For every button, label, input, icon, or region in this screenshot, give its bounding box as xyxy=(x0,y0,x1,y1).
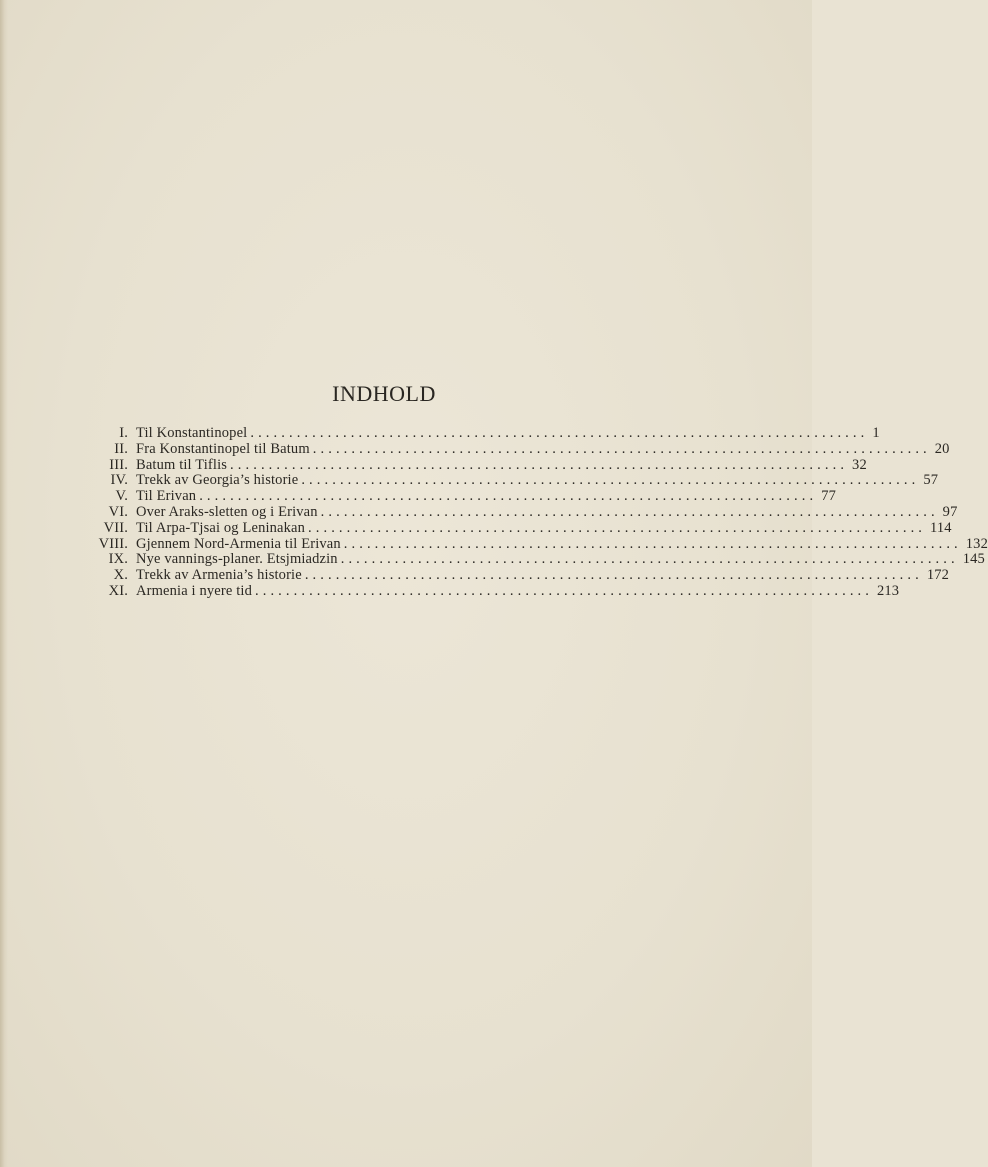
chapter-number: I. xyxy=(119,425,128,441)
dot-leader: ................................................................................ xyxy=(301,472,920,489)
toc-entry xyxy=(80,440,950,458)
page-number: 132 xyxy=(965,535,988,552)
dot-leader: ................................................................................ xyxy=(340,551,959,568)
chapter-title: Trekk av Armenia’s historie xyxy=(136,567,302,584)
page-number: 97 xyxy=(942,503,958,520)
chapter-title: Gjennem Nord-Armenia til Erivan xyxy=(136,535,341,552)
chapter-number: VII. xyxy=(103,519,128,536)
binding-edge xyxy=(0,0,8,1167)
chapter-number: VI. xyxy=(108,503,128,520)
chapter-title: Armenia i nyere tid xyxy=(136,582,252,599)
dot-leader: ................................................................................ xyxy=(250,425,869,441)
chapter-title: Til Arpa-Tjsai og Leninakan xyxy=(136,519,306,536)
toc-entry xyxy=(80,472,939,489)
toc-entry xyxy=(80,519,952,537)
toc-entry xyxy=(80,535,988,553)
chapter-number: V. xyxy=(115,488,128,505)
dot-leader: ................................................................................ xyxy=(312,440,931,457)
chapter-number: IV. xyxy=(110,472,128,489)
dot-leader: ................................................................................ xyxy=(304,567,923,584)
chapter-number: II. xyxy=(114,440,128,457)
chapter-title: Fra Konstantinopel til Batum xyxy=(136,440,310,457)
toc-entry xyxy=(80,551,985,568)
page-number: 213 xyxy=(877,582,900,599)
page-number: 32 xyxy=(852,456,867,473)
toc-entry xyxy=(80,456,867,474)
chapter-title: Til Konstantinopel xyxy=(136,425,248,441)
toc-entry xyxy=(80,582,900,600)
page-number: 1 xyxy=(872,425,880,441)
chapter-number: XI. xyxy=(108,582,128,599)
page-number: 77 xyxy=(821,488,836,505)
chapter-number: III. xyxy=(109,456,128,473)
dot-leader: ................................................................................ xyxy=(320,503,939,520)
chapter-title: Batum til Tiflis xyxy=(136,456,228,473)
toc-entry xyxy=(80,425,880,442)
dot-leader: ................................................................................ xyxy=(343,535,962,552)
chapter-title: Nye vannings-planer. Etsjmiadzin xyxy=(136,551,338,568)
chapter-number: IX. xyxy=(108,551,128,568)
chapter-number: VIII. xyxy=(98,535,128,552)
page-number: 114 xyxy=(930,519,952,536)
page-number: 20 xyxy=(934,440,950,457)
dot-leader: ................................................................................ xyxy=(255,582,873,599)
dot-leader: ................................................................................ xyxy=(308,519,927,536)
dot-leader: ................................................................................ xyxy=(199,488,818,505)
page-number: 57 xyxy=(923,472,939,489)
toc-entry xyxy=(80,488,836,505)
chapter-title: Til Erivan xyxy=(136,488,197,505)
chapter-number: X. xyxy=(113,567,128,584)
toc-entry xyxy=(80,567,950,584)
dot-leader: ................................................................................ xyxy=(230,456,849,473)
table-of-contents xyxy=(80,425,988,600)
chapter-title: Over Araks-sletten og i Erivan xyxy=(136,503,318,520)
chapter-title: Trekk av Georgia’s historie xyxy=(136,472,299,489)
toc-entry xyxy=(80,503,958,521)
page-title: INDHOLD xyxy=(332,381,436,406)
page-number: 172 xyxy=(926,567,950,584)
page-number: 145 xyxy=(962,551,985,568)
